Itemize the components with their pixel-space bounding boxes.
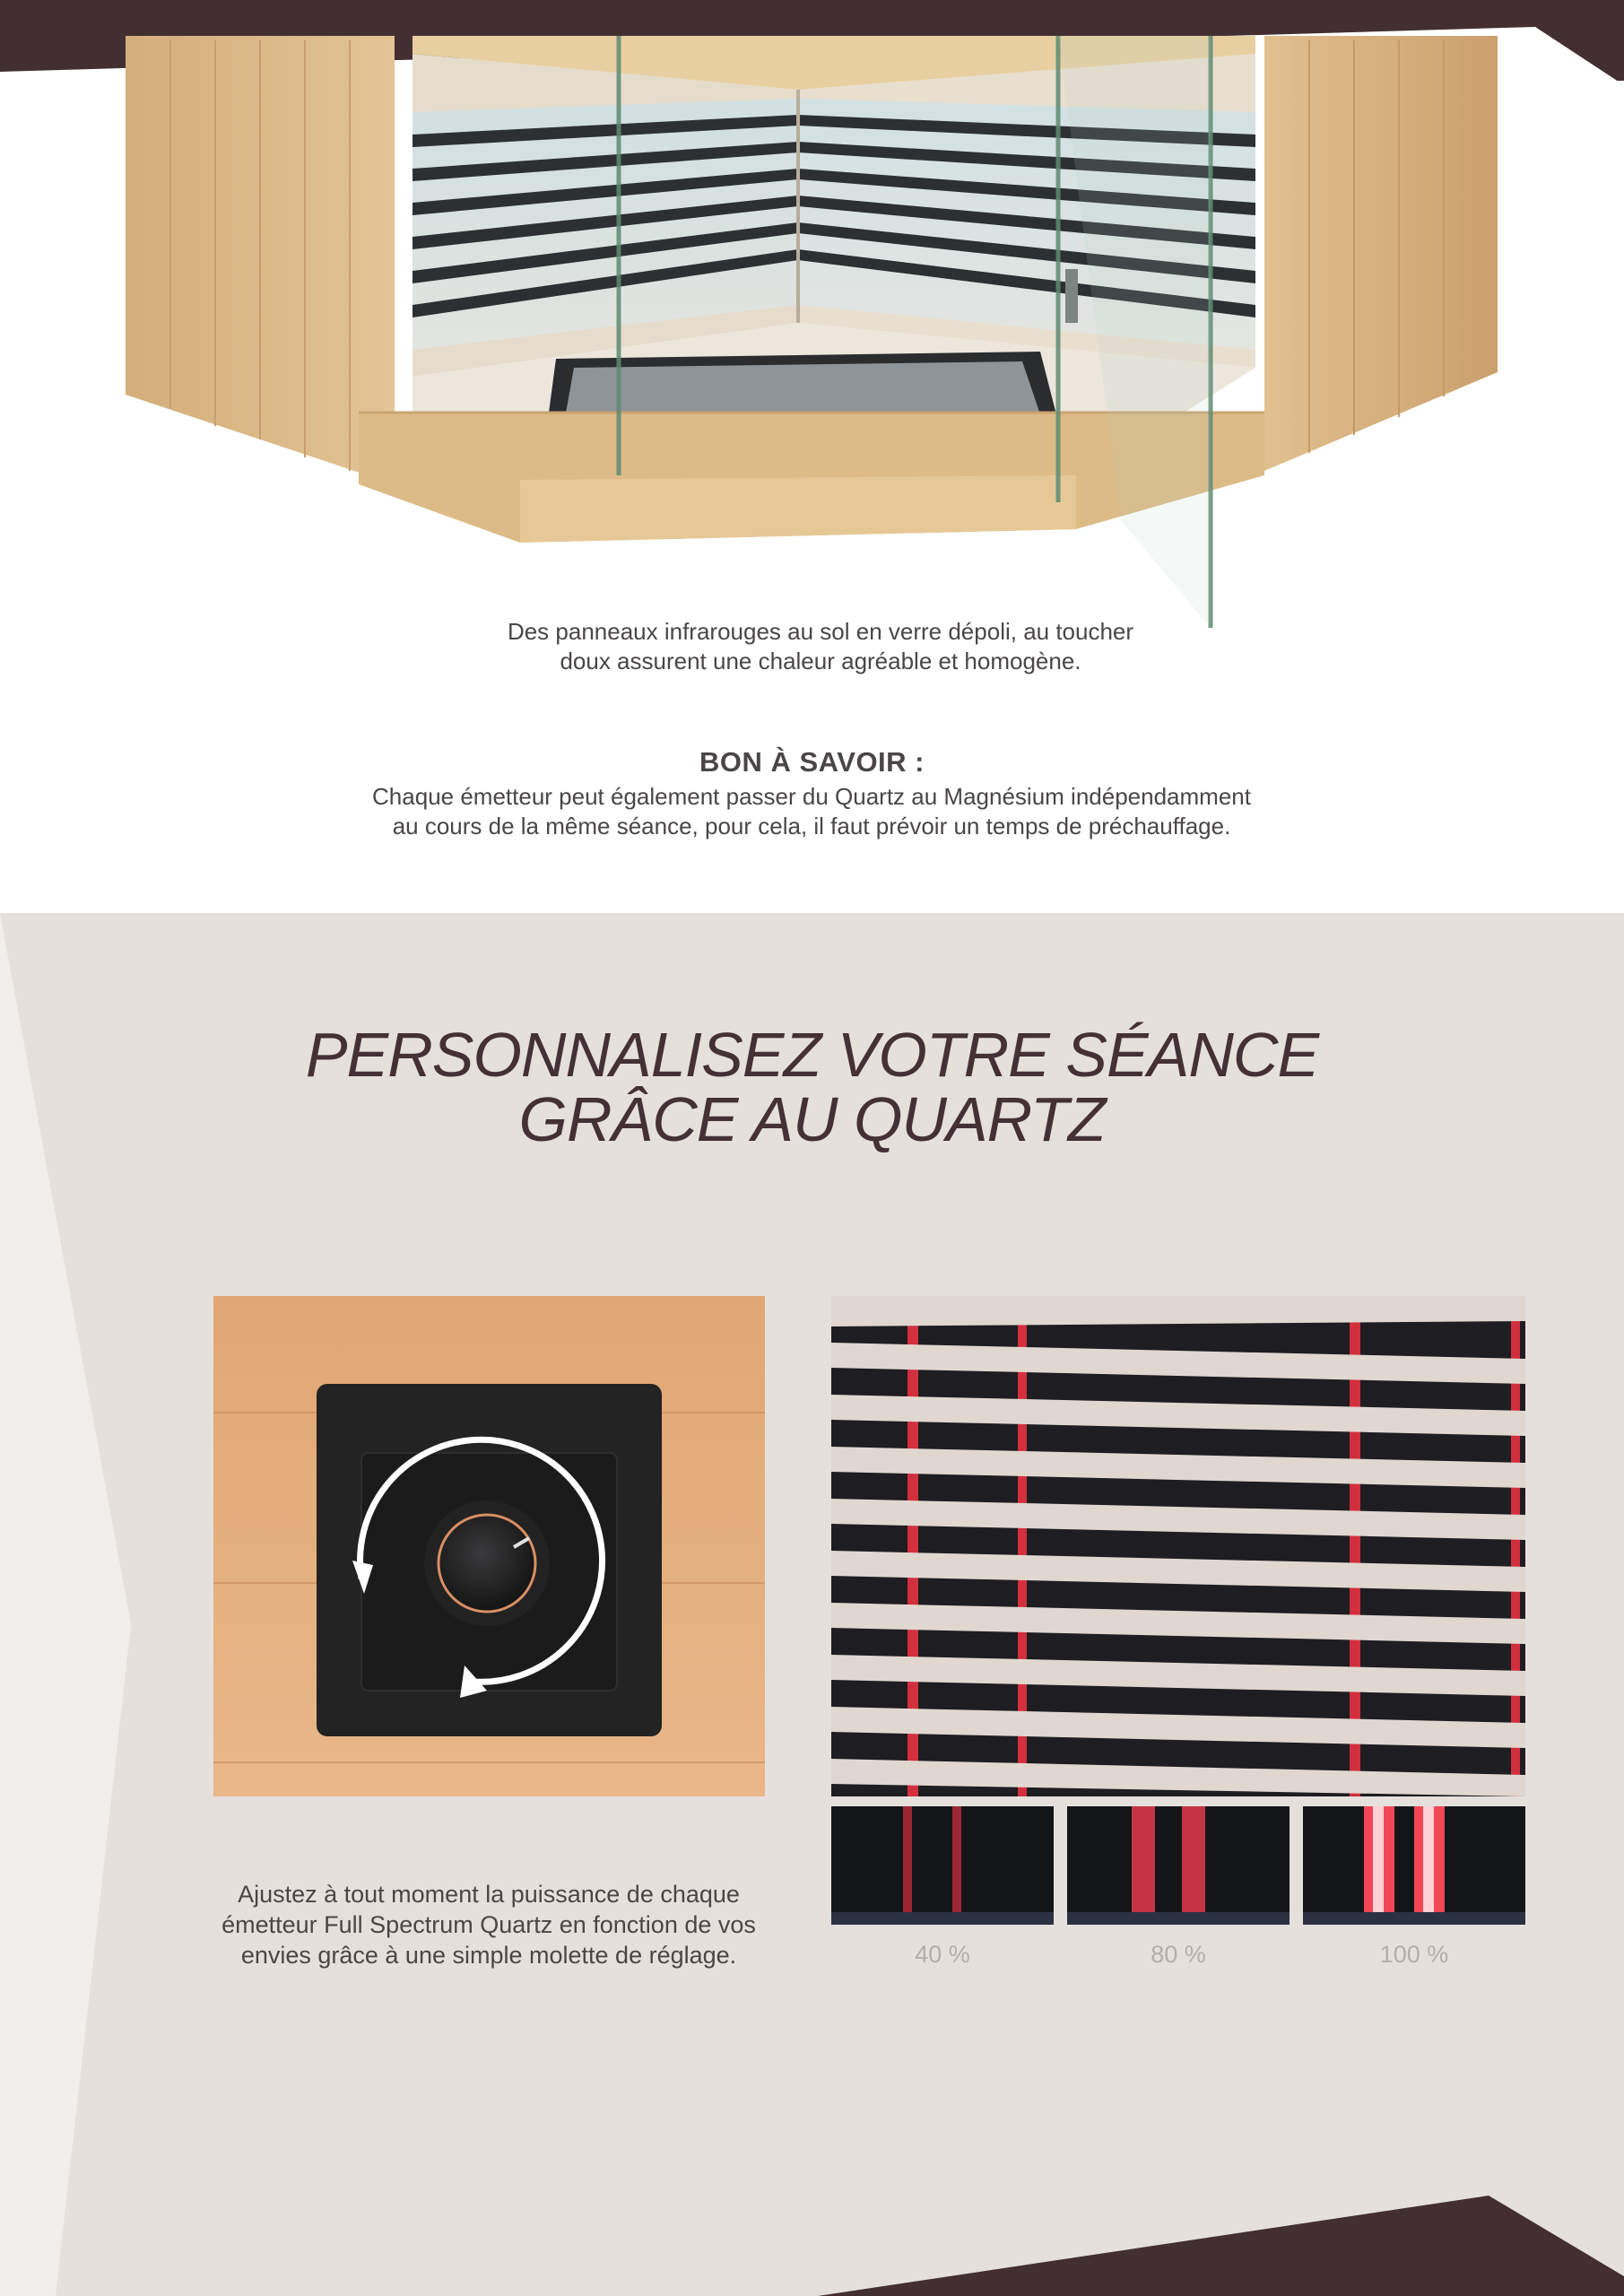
intensity-thumbnail-40 xyxy=(831,1806,1054,1925)
intensity-thumbnail-80 xyxy=(1067,1806,1290,1925)
good-to-know-text xyxy=(296,782,1327,841)
text-line: au cours de la même séance, pour cela, il faut prévoir un temps de préchauffage. xyxy=(392,813,1231,839)
intensity-label-40: 40 % xyxy=(915,1941,970,1968)
caption-line: Ajustez à tout moment la puissance de chaque xyxy=(238,1881,740,1908)
caption-line: doux assurent une chaleur agréable et homogène. xyxy=(560,648,1081,674)
intensity-thumbnail-100 xyxy=(1303,1806,1525,1925)
infrared-slats-image xyxy=(831,1296,1525,1796)
text-line: Chaque émetteur peut également passer du Quartz au Magnésium indépendamment xyxy=(372,783,1251,810)
caption-line: envies grâce à une simple molette de réglage. xyxy=(240,1942,737,1969)
intensity-label-80: 80 % xyxy=(1151,1941,1206,1968)
sauna-caption xyxy=(408,617,1233,676)
sauna-cabin-image xyxy=(117,27,1507,637)
good-to-know-title: BON À SAVOIR : xyxy=(699,746,925,778)
caption-line: émetteur Full Spectrum Quartz en fonction de vos xyxy=(221,1911,756,1938)
heading-line: GRÂCE AU QUARTZ xyxy=(518,1084,1106,1154)
caption-line: Des panneaux infrarouges au sol en verre dépoli, au toucher xyxy=(507,618,1134,645)
dial-caption xyxy=(202,1879,776,1970)
heading-line: PERSONNALISEZ VOTRE SÉANCE xyxy=(305,1020,1319,1090)
control-dial-image xyxy=(213,1296,765,1796)
intensity-label-100: 100 % xyxy=(1379,1941,1449,1968)
section-heading xyxy=(0,1022,1624,1152)
